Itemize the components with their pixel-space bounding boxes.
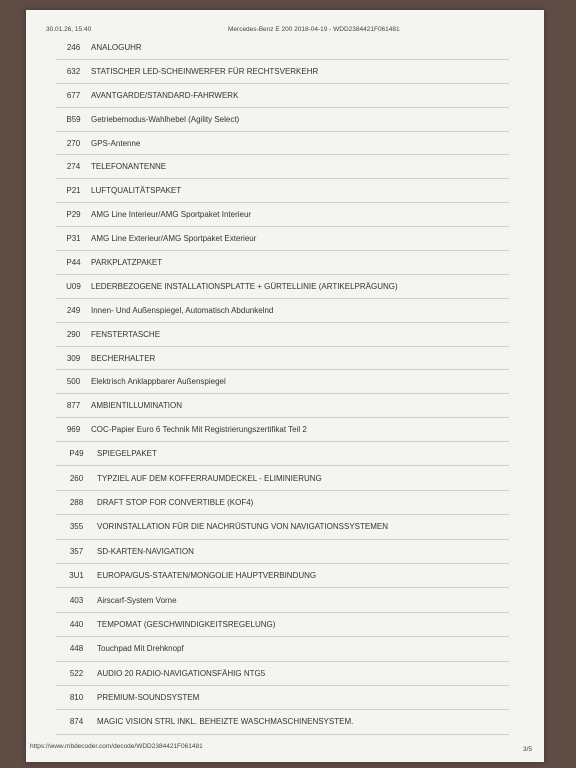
option-code: P31 [66, 234, 81, 244]
option-code: P44 [66, 257, 81, 267]
option-description: BECHERHALTER [91, 353, 156, 363]
option-code: 403 [69, 595, 84, 605]
option-description: DRAFT STOP FOR CONVERTIBLE (KOF4) [97, 497, 254, 507]
option-row [56, 203, 509, 227]
option-row [56, 275, 509, 299]
option-row [56, 564, 509, 588]
option-description: EUROPA/GUS-STAATEN/MONGOLIE HAUPTVERBINDUNG [97, 571, 317, 581]
option-code: B59 [66, 114, 81, 124]
option-description: AVANTGARDE/STANDARD-FAHRWERK [91, 90, 239, 100]
option-description: COC-Papier Euro 6 Technik Mit Registrierungszertifikat Teil 2 [91, 425, 307, 435]
option-list-section-a [56, 36, 509, 442]
option-description: MAGIC VISION STRL INKL. BEHEIZTE WASCHMASCHINENSYSTEM. [97, 717, 354, 727]
option-row [56, 370, 509, 394]
option-code: 309 [66, 353, 81, 363]
option-row [56, 515, 509, 539]
option-description: GPS-Antenne [91, 138, 141, 148]
option-code: 246 [66, 42, 81, 52]
option-description: FENSTERTASCHE [91, 329, 161, 339]
option-description: STATISCHER LED-SCHEINWERFER FÜR RECHTSVERKEHR [91, 66, 319, 76]
option-code: 290 [66, 329, 81, 339]
option-description: LEDERBEZOGENE INSTALLATIONSPLATTE + GÜRTELLINIE (ARTIKELPRÄGUNG) [91, 281, 398, 291]
option-description: TEMPOMAT (GESCHWINDIGKEITSREGELUNG) [97, 619, 276, 629]
option-row [56, 155, 509, 179]
option-row [56, 491, 509, 515]
option-code: 632 [66, 66, 81, 76]
option-code: 270 [66, 138, 81, 148]
option-code: 249 [66, 305, 81, 315]
option-description: VORINSTALLATION FÜR DIE NACHRÜSTUNG VON NAVIGATIONSSYSTEMEN [97, 522, 388, 532]
option-description: LUFTQUALITÄTSPAKET [91, 186, 182, 196]
footer-url: https://www.mbdecoder.com/decode/WDD2384421F061481 [30, 743, 203, 750]
option-row [56, 84, 509, 108]
option-row [56, 662, 509, 686]
option-row [56, 442, 509, 466]
option-row [56, 347, 509, 371]
option-description: SD-KARTEN-NAVIGATION [97, 546, 194, 556]
option-code: 274 [66, 162, 81, 172]
option-row [56, 588, 509, 612]
option-row [56, 394, 509, 418]
option-list-section-b [56, 442, 509, 735]
option-row [56, 132, 509, 156]
option-code: 500 [66, 377, 81, 387]
option-code: U09 [66, 281, 81, 291]
option-code: 522 [69, 668, 84, 678]
option-code: 288 [69, 497, 84, 507]
option-code: 448 [69, 644, 84, 654]
option-code: P49 [69, 449, 84, 459]
option-row [56, 227, 509, 251]
option-description: SPIEGELPAKET [97, 449, 157, 459]
option-row [56, 60, 509, 84]
option-row [56, 466, 509, 490]
option-row [56, 710, 509, 734]
option-code: 810 [69, 693, 84, 703]
option-description: PARKPLATZPAKET [91, 257, 163, 267]
option-description: TYPZIEL AUF DEM KOFFERRAUMDECKEL - ELIMINIERUNG [97, 473, 322, 483]
option-row [56, 251, 509, 275]
option-description: AMBIENTILLUMINATION [91, 401, 182, 411]
option-code: 877 [66, 401, 81, 411]
option-row [56, 613, 509, 637]
option-code: 969 [66, 425, 81, 435]
option-code: 677 [66, 90, 81, 100]
option-code: 260 [69, 473, 84, 483]
option-row [56, 108, 509, 132]
option-row [56, 540, 509, 564]
option-description: AMG Line Interieur/AMG Sportpaket Interieur [91, 210, 252, 220]
option-code: 355 [69, 522, 84, 532]
option-row [56, 418, 509, 442]
option-row [56, 36, 509, 60]
option-code: P21 [66, 186, 81, 196]
option-code: P29 [66, 210, 81, 220]
option-description: AMG Line Exterieur/AMG Sportpaket Exterieur [91, 234, 257, 244]
option-row [56, 323, 509, 347]
option-code: 874 [69, 717, 84, 727]
print-date: 30.01.26, 15:40 [46, 26, 92, 33]
page-title: Mercedes-Benz E 200 2018-04-19 - WDD2384421F061481 [228, 26, 400, 33]
option-description: PREMIUM-SOUNDSYSTEM [97, 693, 200, 703]
option-description: Innen- Und Außenspiegel, Automatisch Abdunkelnd [91, 305, 274, 315]
option-row [56, 299, 509, 323]
option-description: AUDIO 20 RADIO-NAVIGATIONSFÄHIG NTG5 [97, 668, 266, 678]
printed-page [26, 10, 544, 762]
option-description: Elektrisch Anklappbarer Außenspiegel [91, 377, 226, 387]
option-row [56, 686, 509, 710]
page-number: 3/5 [522, 746, 532, 753]
option-description: ANALOGUHR [91, 42, 142, 52]
option-row [56, 637, 509, 661]
option-code: 440 [69, 619, 84, 629]
option-description: Touchpad Mit Drehknopf [97, 644, 184, 654]
option-row [56, 179, 509, 203]
option-code: 3U1 [69, 571, 84, 581]
option-description: Airscarf-System Vorne [97, 595, 177, 605]
option-description: TELEFONANTENNE [91, 162, 167, 172]
option-code: 357 [69, 546, 84, 556]
option-description: Getriebemodus-Wahlhebel (Agility Select) [91, 114, 240, 124]
